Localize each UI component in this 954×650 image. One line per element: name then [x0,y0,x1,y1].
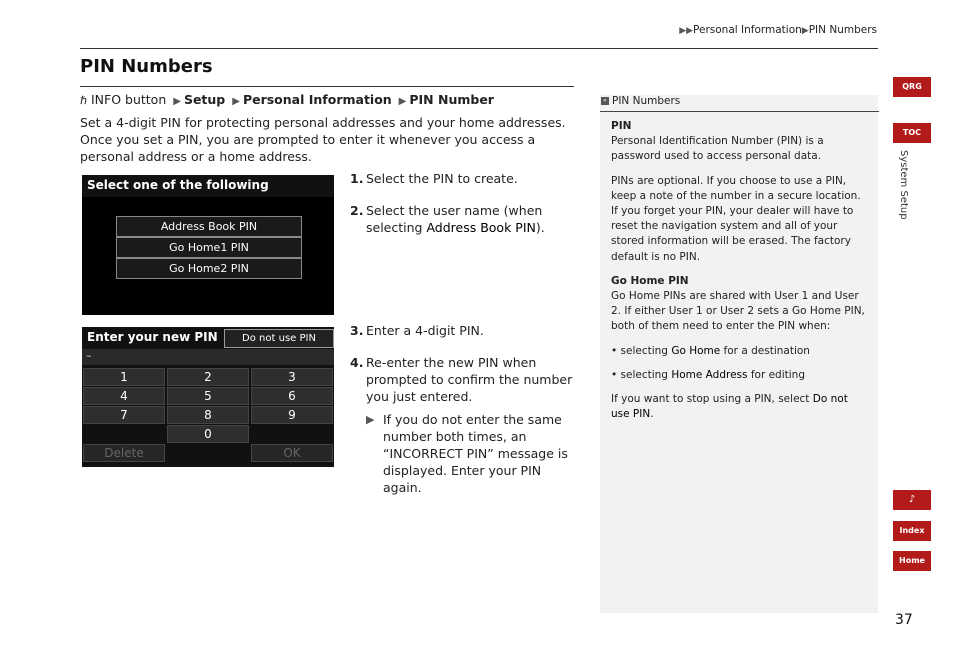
breadcrumb-part2[interactable]: PIN Numbers [808,24,877,36]
triangle-right-icon: ▶ [232,96,240,107]
step-text: Select the PIN to create. [366,171,518,186]
path-setup: Setup [183,92,226,107]
stop-text: . [650,408,654,421]
triangle-right-icon: ▶ [801,26,809,36]
step-text-part: Select the user name (when selecting [366,203,543,235]
path-pin-number: PIN Number [409,92,494,107]
pin-heading: PIN [611,120,632,132]
tab-qrg[interactable]: QRG [893,77,931,97]
step-2 [350,202,575,236]
divider [80,48,878,49]
key-ok: OK [251,444,333,462]
triangle-right-icon: ▶ [366,413,375,426]
sidebar-notes [600,95,878,613]
step-number: 4. [350,355,364,370]
breadcrumb [679,24,877,36]
screenshot-enter-pin [82,327,334,467]
steps-group-2 [350,322,575,496]
gohome-heading: Go Home PIN [611,274,689,287]
step-1 [350,170,575,187]
pin-section [611,119,867,165]
key-5: 5 [167,387,249,405]
step-text [366,202,575,236]
screen-header: Enter your new PIN [87,330,218,344]
bullet-go-home: • selecting Go Home for a destination [611,344,810,357]
step-text: Re-enter the new PIN when prompted to confirm the number you just entered. [366,355,573,404]
pin-entry-field: – [82,349,334,365]
steps-group-1 [350,170,575,251]
breadcrumb-part1[interactable]: Personal Information [693,24,802,36]
step-text-part: ). [535,220,545,235]
bullet-text: for a destination [720,344,810,357]
triangle-right-icon: ▶▶ [679,26,694,36]
sidebar-body [611,119,867,431]
bullet-text: selecting [620,344,672,357]
info-button-icon: ℏ [80,94,87,107]
menu-path [80,92,494,107]
bullet-text: for editing [747,368,805,381]
bullet-text: selecting [620,368,672,381]
pin-definition: Personal Identification Number (PIN) is a password used to access personal data. [611,135,824,163]
section-label: System Setup [898,150,909,220]
sidebar-header-text: PIN Numbers [612,95,681,107]
step-number: 2. [350,203,364,218]
page-number: 37 [895,612,913,628]
bullet-ui-label: Home Address [671,368,748,381]
tab-home[interactable]: Home [893,551,931,571]
path-start: INFO button [90,92,167,107]
stop-ui-label: Do not use PIN [611,393,848,421]
key-delete: Delete [83,444,165,462]
menu-item-go-home2-pin: Go Home2 PIN [116,258,302,279]
key-6: 6 [251,387,333,405]
key-7: 7 [83,406,165,424]
do-not-use-pin-button: Do not use PIN [224,329,334,348]
divider [80,86,574,87]
key-9: 9 [251,406,333,424]
step-text: Enter a 4-digit PIN. [366,323,484,338]
step-4 [350,354,575,405]
key-8: 8 [167,406,249,424]
step-note [366,411,575,496]
triangle-right-icon: ▶ [173,96,181,107]
key-0: 0 [167,425,249,443]
path-personal-information: Personal Information [242,92,392,107]
gohome-text: Go Home PINs are shared with User 1 and User 2. If either User 1 or User 2 sets a Go Home PIN, both of them need to enter the PIN when: [611,290,865,333]
pin-optional-paragraph: PINs are optional. If you choose to use a PIN, keep a note of the number in a secure location. If you forget your PIN, your dealer will have to reset the navigation system and all of your stored information will be erased. The factory default is no PIN. [611,174,861,263]
stop-pin-paragraph [611,392,867,422]
voice-command-icon[interactable]: ♪ [893,490,931,510]
note-text: If you do not enter the same number both times, an “INCORRECT PIN” message is displayed. Enter your PIN again. [383,412,568,495]
stop-text: If you want to stop using a PIN, select [611,393,813,406]
key-1: 1 [83,368,165,386]
tab-toc[interactable]: TOC [893,123,931,143]
triangle-right-icon: ▶ [398,96,407,107]
menu-item-address-book-pin: Address Book PIN [116,216,302,237]
step-text-ui-label: Address Book PIN [426,220,536,235]
step-3 [350,322,575,339]
tab-index[interactable]: Index [893,521,931,541]
key-2: 2 [167,368,249,386]
note-icon: » [601,97,609,105]
intro-paragraph: Set a 4-digit PIN for protecting personal addresses and your home addresses. Once you set a PIN, you are prompted to enter it whenever you access a personal address or a home address. [80,115,566,164]
page-title: PIN Numbers [80,56,213,77]
gohome-section [611,274,867,335]
key-3: 3 [251,368,333,386]
step-number: 1. [350,171,364,186]
step-number: 3. [350,323,364,338]
sidebar-header [600,95,879,112]
screen-header: Select one of the following [87,178,269,192]
menu-item-go-home1-pin: Go Home1 PIN [116,237,302,258]
bullet-home-address: • selecting Home Address for editing [611,368,805,381]
key-4: 4 [83,387,165,405]
bullet-ui-label: Go Home [671,344,721,357]
screenshot-select-pin [82,175,334,315]
